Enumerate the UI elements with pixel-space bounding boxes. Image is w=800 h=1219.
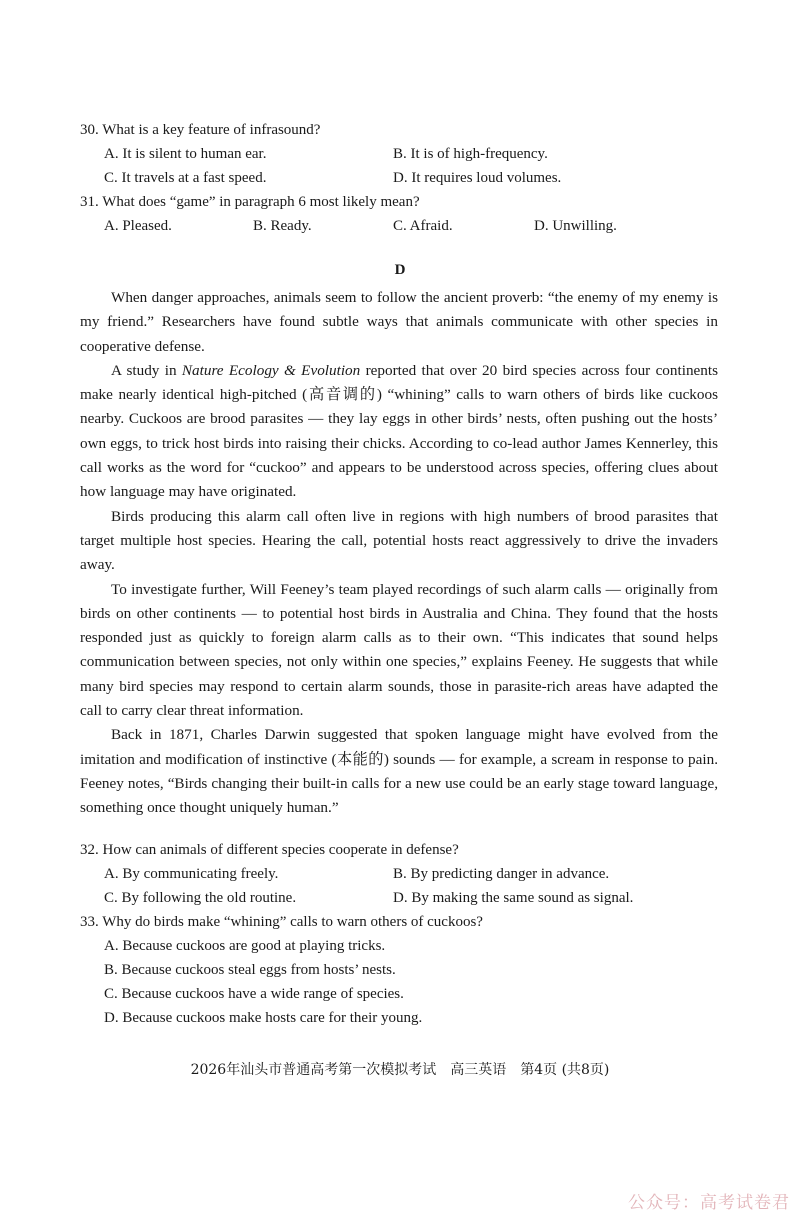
question-31-option-d: D. Unwilling. xyxy=(534,218,617,234)
question-33-stem: 33. Why do birds make “whining” calls to warn others of cuckoos? xyxy=(80,914,483,930)
question-33-option-a: A. Because cuckoos are good at playing tricks. xyxy=(104,938,386,954)
question-32-option-b: B. By predicting danger in advance. xyxy=(393,866,610,882)
page-footer: 2026年汕头市普通高考第一次模拟考试 高三英语 第4页 (共8页) xyxy=(190,1062,610,1078)
reading-passage xyxy=(80,286,718,821)
question-31-option-a: A. Pleased. xyxy=(104,218,172,234)
question-30-option-a: A. It is silent to human ear. xyxy=(104,146,267,162)
watermark: 公众号：高考试卷君 xyxy=(628,1193,790,1213)
question-31-option-c: C. Afraid. xyxy=(393,218,453,234)
passage-paragraph-1: When danger approaches, animals seem to follow the ancient proverb: “the enemy of my enemy is my friend.” Researchers have found subtle ways that animals communicate with other species in cooperative defense. xyxy=(80,289,718,355)
question-32-option-a: A. By communicating freely. xyxy=(104,866,279,882)
question-30-option-c: C. It travels at a fast speed. xyxy=(104,170,267,186)
question-33-option-d: D. Because cuckoos make hosts care for their young. xyxy=(104,1010,423,1026)
question-30-option-d: D. It requires loud volumes. xyxy=(393,170,562,186)
passage-paragraph-5: Back in 1871, Charles Darwin suggested that spoken language might have evolved from the imitation and modification of instinctive (本能的) sounds — for example, a scream in response to pain. Feeney notes, “Birds changing their built-in calls for a new use could be an early stage toward language, something once thought uniquely human.” xyxy=(80,726,718,817)
passage-paragraph-2 xyxy=(80,359,718,505)
question-33-option-b: B. Because cuckoos steal eggs from hosts’ nests. xyxy=(104,962,396,978)
question-32-option-d: D. By making the same sound as signal. xyxy=(393,890,634,906)
question-30-stem: 30. What is a key feature of infrasound? xyxy=(80,122,321,138)
question-32-option-c: C. By following the old routine. xyxy=(104,890,297,906)
question-31-stem: 31. What does “game” in paragraph 6 most likely mean? xyxy=(80,194,420,210)
question-32-stem: 32. How can animals of different species cooperate in defense? xyxy=(80,842,459,858)
paragraph-2-body: reported that over 20 bird species across four continents make nearly identical high-pitched (高音调的) “whining” calls to warn others of birds like cuckoos nearby. Cuckoos are brood parasites — they lay eggs in other birds’ nests, often pushing out the hosts’ own eggs, to trick host birds into raising their chicks. According to co-lead author James Kennerley, this call works as the word for “cuckoo” and appears to be understood across species, offering clues about how language may have originated. xyxy=(80,361,718,501)
journal-title: Nature Ecology & Evolution xyxy=(181,361,361,379)
passage-paragraph-4: To investigate further, Will Feeney’s team played recordings of such alarm calls — originally from birds on other continents — to potential host birds in Australia and China. They found that the hosts responded just as quickly to foreign alarm calls as to their own. “This indicates that sound helps communication between species, not only within one species,” explains Feeney. He suggests that while many bird species may respond to certain alarm sounds, those in parasite-rich areas have adapted the call to carry clear threat information. xyxy=(80,580,718,720)
passage-paragraph-3: Birds producing this alarm call often live in regions with high numbers of brood parasites that target multiple host species. Hearing the call, potential hosts react aggressively to drive the invaders away. xyxy=(80,507,718,574)
question-33-option-c: C. Because cuckoos have a wide range of species. xyxy=(104,986,404,1002)
paragraph-2-lead: A study in xyxy=(111,361,182,379)
question-30-option-b: B. It is of high-frequency. xyxy=(393,146,548,162)
question-31-option-b: B. Ready. xyxy=(253,218,312,234)
section-letter: D xyxy=(394,262,406,278)
